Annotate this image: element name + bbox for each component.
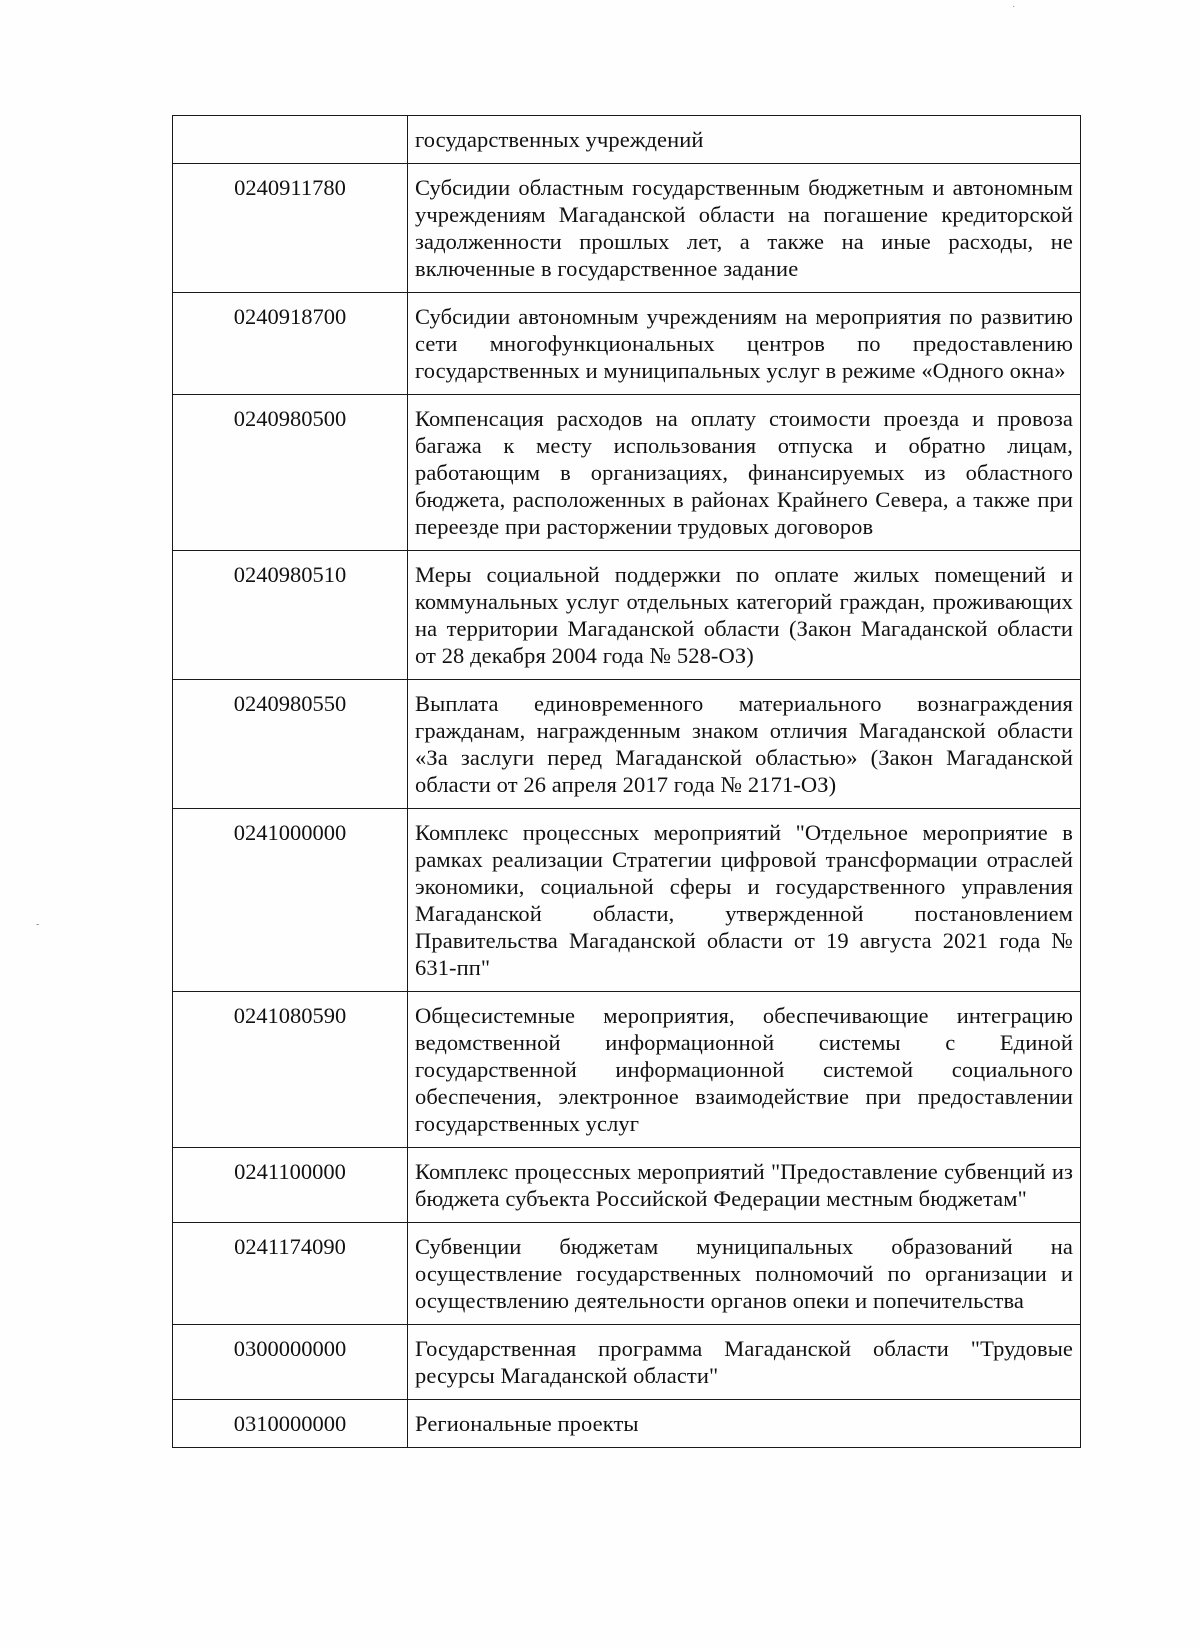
description-cell: Государственная программа Магаданской области "Трудовые ресурсы Магаданской области" — [408, 1325, 1081, 1400]
table-row — [173, 992, 1081, 1148]
code-cell: 0240911780 — [173, 164, 408, 293]
table-row — [173, 116, 1081, 164]
description-cell: Субвенции бюджетам муниципальных образований на осуществление государственных полномочий по организации и осуществлению деятельности органов опеки и попечительства — [408, 1223, 1081, 1325]
table-row — [173, 680, 1081, 809]
table-row — [173, 1325, 1081, 1400]
budget-codes-table — [172, 115, 1081, 1448]
scan-speck: - — [36, 919, 40, 930]
table-row — [173, 551, 1081, 680]
description-cell: государственных учреждений — [408, 116, 1081, 164]
code-cell: 0241000000 — [173, 809, 408, 992]
table-row — [173, 1400, 1081, 1448]
code-cell: 0241174090 — [173, 1223, 408, 1325]
code-cell — [173, 116, 408, 164]
table-body — [173, 116, 1081, 1448]
code-cell: 0240918700 — [173, 293, 408, 395]
description-cell: Меры социальной поддержки по оплате жилых помещений и коммунальных услуг отдельных категорий граждан, проживающих на территории Магаданской области (Закон Магаданской области от 28 декабря 2004 года № 528-ОЗ) — [408, 551, 1081, 680]
code-cell: 0240980550 — [173, 680, 408, 809]
description-cell: Комплекс процессных мероприятий "Отдельное мероприятие в рамках реализации Стратегии цифровой трансформации отраслей экономики, социальной сферы и государственного управления Магаданской области, утвержденной постановлением Правительства Магаданской области от 19 августа 2021 года № 631-пп" — [408, 809, 1081, 992]
code-cell: 0300000000 — [173, 1325, 408, 1400]
code-cell: 0241100000 — [173, 1148, 408, 1223]
table-row — [173, 809, 1081, 992]
description-cell: Региональные проекты — [408, 1400, 1081, 1448]
description-cell: Выплата единовременного материального вознаграждения гражданам, награжденным знаком отличия Магаданской области «За заслуги перед Магаданской областью» (Закон Магаданской области от 26 апреля 2017 года № 2171-ОЗ) — [408, 680, 1081, 809]
scan-speck: ˙ — [1012, 5, 1016, 16]
code-cell: 0240980500 — [173, 395, 408, 551]
table-row — [173, 164, 1081, 293]
description-cell: Компенсация расходов на оплату стоимости проезда и провоза багажа к месту использования отпуска и обратно лицам, работающим в организациях, финансируемых из областного бюджета, расположенных в районах Крайнего Севера, а также при переезде при расторжении трудовых договоров — [408, 395, 1081, 551]
code-cell: 0240980510 — [173, 551, 408, 680]
description-cell: Комплекс процессных мероприятий "Предоставление субвенций из бюджета субъекта Российской Федерации местным бюджетам" — [408, 1148, 1081, 1223]
code-cell: 0241080590 — [173, 992, 408, 1148]
description-cell: Общесистемные мероприятия, обеспечивающие интеграцию ведомственной информационной системы с Единой государственной информационной системой социального обеспечения, электронное взаимодействие при предоставлении государственных услуг — [408, 992, 1081, 1148]
table-row — [173, 1223, 1081, 1325]
table-row — [173, 293, 1081, 395]
code-cell: 0310000000 — [173, 1400, 408, 1448]
table-row — [173, 1148, 1081, 1223]
table-row — [173, 395, 1081, 551]
description-cell: Субсидии областным государственным бюджетным и автономным учреждениям Магаданской области на погашение кредиторской задолженности прошлых лет, а также на иные расходы, не включенные в государственное задание — [408, 164, 1081, 293]
description-cell: Субсидии автономным учреждениям на мероприятия по развитию сети многофункциональных центров по предоставлению государственных и муниципальных услуг в режиме «Одного окна» — [408, 293, 1081, 395]
